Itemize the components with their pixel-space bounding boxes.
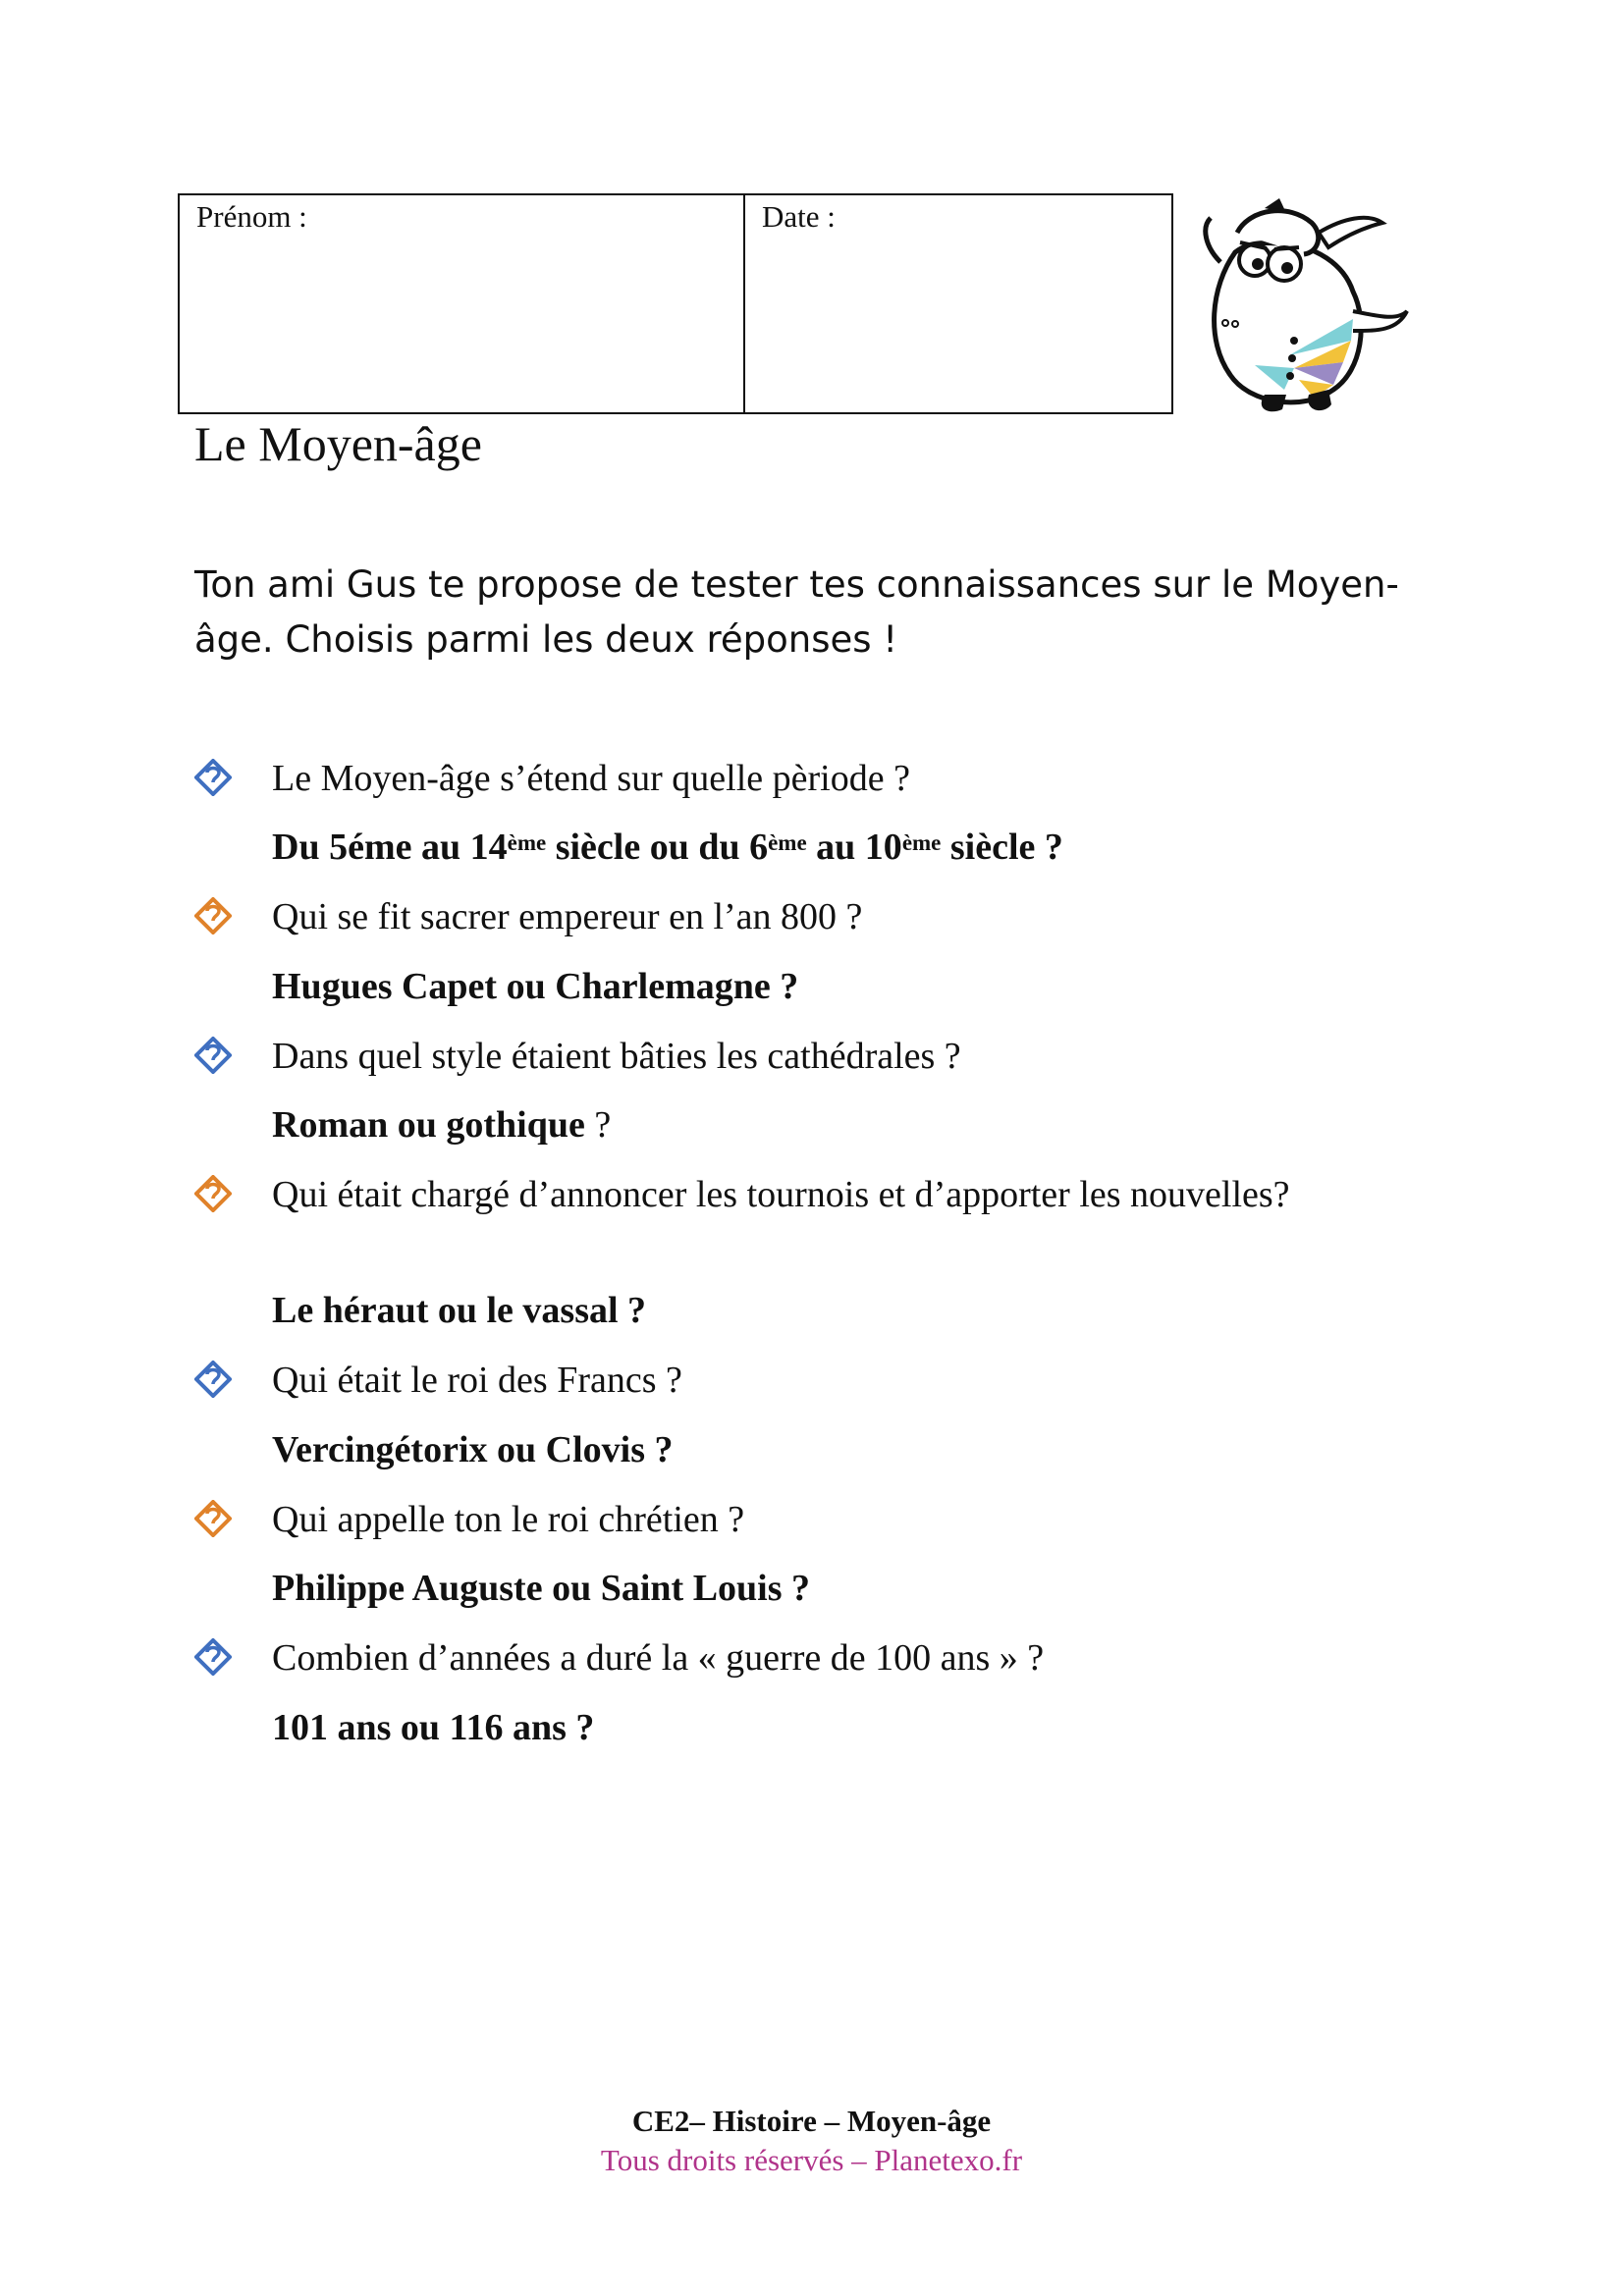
question-7-text: Combien d’années a duré la « guerre de 100 ans » ?: [272, 1637, 1045, 1679]
date-label: Date :: [762, 199, 836, 234]
blue-diamond-bullet-icon: [194, 759, 232, 796]
question-5-text: Qui était le roi des Francs ?: [272, 1360, 682, 1401]
page-title: Le Moyen-âge: [194, 416, 482, 471]
answer-1-choices: [272, 824, 1063, 871]
answer-1-sup: ème: [507, 830, 547, 855]
blue-diamond-bullet-icon: [194, 1037, 232, 1074]
answer-3-tail: ?: [584, 1104, 612, 1146]
question-6-text: Qui appelle ton le roi chrétien ?: [272, 1499, 745, 1540]
answer-1-part: Du 5éme au 14: [272, 827, 508, 868]
blue-diamond-bullet-icon: [194, 1361, 232, 1398]
answer-4-choices: Le héraut ou le vassal ?: [272, 1290, 647, 1331]
answer-3-bold: Roman ou gothique: [272, 1104, 585, 1146]
orange-diamond-bullet-icon: [194, 1500, 232, 1537]
answer-2-choices: Hugues Capet ou Charlemagne ?: [272, 966, 799, 1007]
orange-diamond-bullet-icon: [194, 897, 232, 934]
footer-subject: CE2– Histoire – Moyen-âge: [631, 2104, 992, 2138]
answer-1-sup: ème: [768, 830, 807, 855]
question-3-text: Dans quel style étaient bâties les cathédrales ?: [272, 1036, 961, 1077]
answer-3-choices: [272, 1101, 611, 1148]
answer-1-part: au 10: [806, 827, 902, 868]
answer-1-part: siècle ?: [941, 827, 1063, 868]
footer-copyright: Tous droits réservés – Planetexo.fr: [600, 2143, 1023, 2177]
answer-7-choices: 101 ans ou 116 ans ?: [272, 1707, 595, 1748]
answer-6-choices: Philippe Auguste ou Saint Louis ?: [272, 1568, 811, 1609]
answer-1-part: siècle ou du 6: [546, 827, 769, 868]
question-4-text: Qui était chargé d’annoncer les tournois et d’apporter les nouvelles?: [272, 1174, 1290, 1215]
blue-diamond-bullet-icon: [194, 1638, 232, 1676]
question-2-text: Qui se fit sacrer empereur en l’an 800 ?: [272, 896, 863, 937]
intro-text: Ton ami Gus te propose de tester tes connaissances sur le Moyen-âge. Choisis parmi les deux réponses !: [194, 563, 1399, 661]
orange-diamond-bullet-icon: [194, 1175, 232, 1212]
answer-1-sup: ème: [901, 830, 942, 855]
answer-5-choices: Vercingétorix ou Clovis ?: [272, 1429, 674, 1470]
prenom-label: Prénom :: [196, 199, 307, 234]
question-1-text: Le Moyen-âge s’étend sur quelle pèriode ?: [272, 758, 910, 799]
